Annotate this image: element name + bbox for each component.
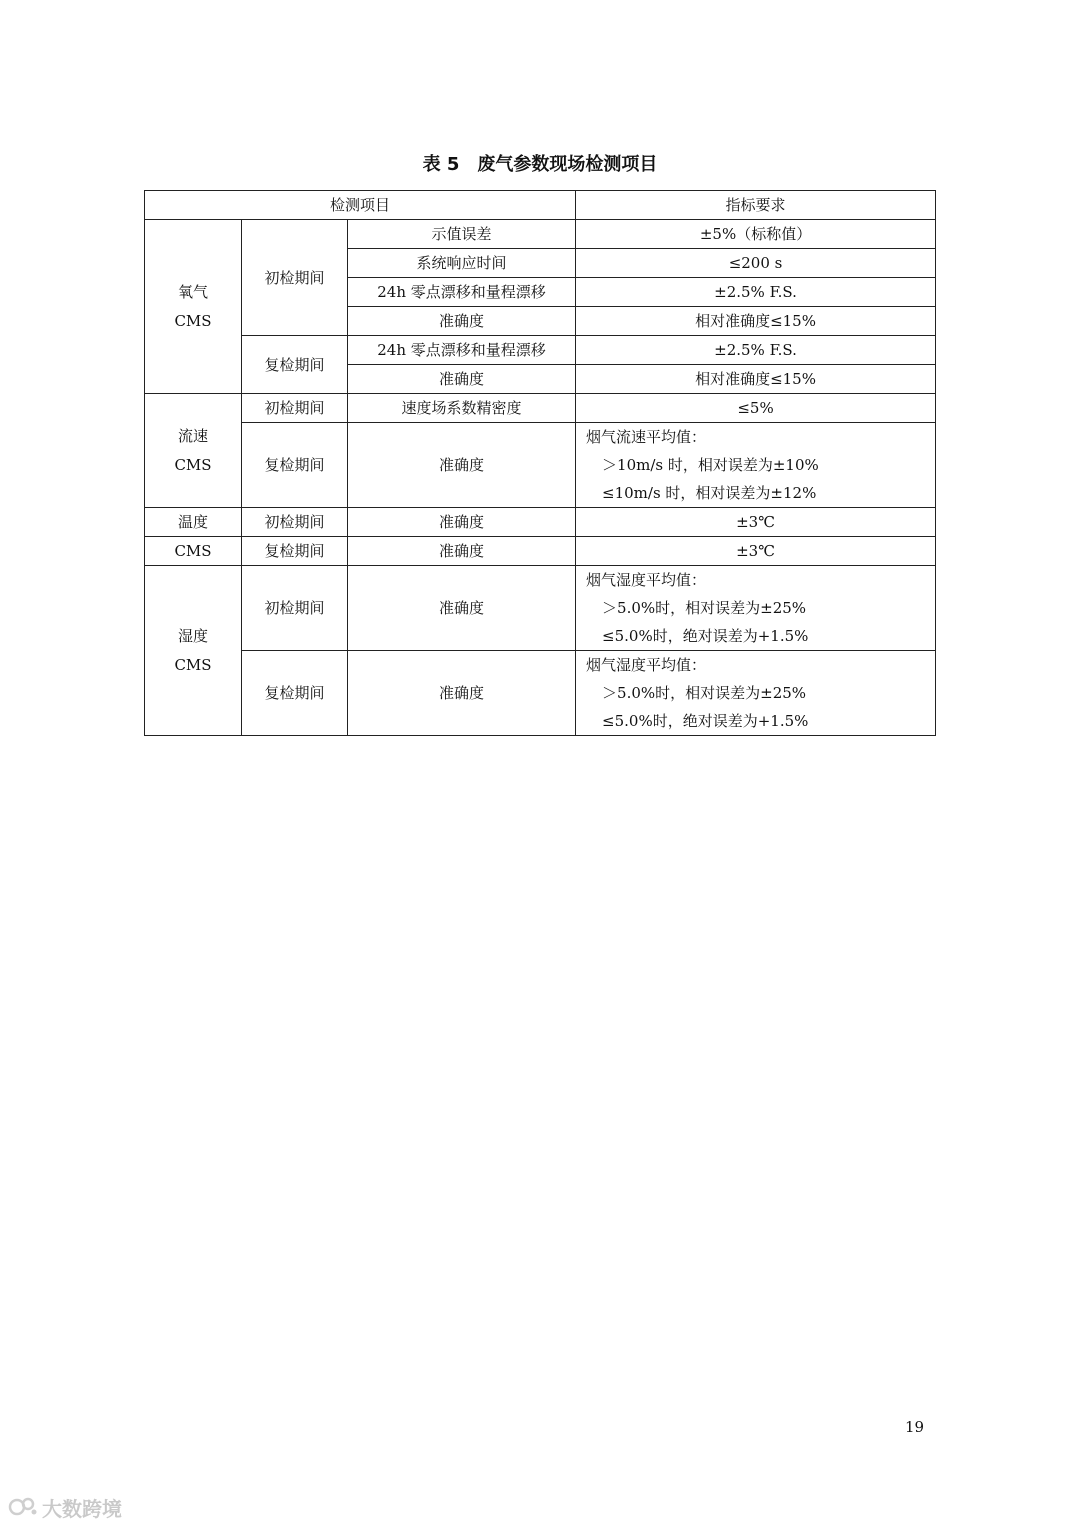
- table-header-row: [145, 191, 936, 220]
- header-requirement: 指标要求: [576, 191, 936, 220]
- req-line: ≤5.0%时，绝对误差为+1.5%: [602, 712, 809, 730]
- req-line: ≤10m/s 时，相对误差为±12%: [602, 484, 817, 502]
- table-title-text: 废气参数现场检测项目: [477, 154, 658, 175]
- period-recheck: 复检期间: [242, 651, 348, 736]
- item-cell: 准确度: [348, 365, 576, 394]
- req-cell: ±2.5% F.S.: [576, 278, 936, 307]
- req-cell: ±2.5% F.S.: [576, 336, 936, 365]
- table-title: [0, 150, 1080, 176]
- item-cell: 24h 零点漂移和量程漂移: [348, 336, 576, 365]
- period-recheck: 复检期间: [242, 336, 348, 394]
- group-name: 流速: [177, 426, 208, 445]
- req-cell: ±3℃: [576, 508, 936, 537]
- req-line: 烟气湿度平均值：: [586, 571, 707, 589]
- group-cms: CMS: [174, 455, 212, 474]
- req-line: 烟气湿度平均值：: [586, 656, 707, 674]
- req-line: 烟气流速平均值：: [586, 428, 707, 446]
- item-cell: 准确度: [348, 423, 576, 508]
- table-row: [145, 537, 936, 566]
- watermark-text: 大数跨境: [42, 1496, 122, 1521]
- period-initial: 初检期间: [242, 220, 348, 336]
- req-line: ＞5.0%时，相对误差为±25%: [602, 599, 807, 617]
- period-initial: 初检期间: [242, 566, 348, 651]
- period-recheck: 复检期间: [242, 537, 348, 566]
- req-cell: 相对准确度≤15%: [576, 365, 936, 394]
- spec-table: [144, 190, 936, 736]
- group-name: 氧气: [177, 282, 208, 301]
- item-cell: 24h 零点漂移和量程漂移: [348, 278, 576, 307]
- watermark-logo-icon: [8, 1495, 38, 1519]
- table-row: [145, 423, 936, 508]
- table-number: 表 5: [422, 154, 460, 175]
- item-cell: 准确度: [348, 508, 576, 537]
- group-name: 湿度: [177, 626, 208, 645]
- req-cell: ±5%（标称值）: [576, 220, 936, 249]
- req-line: ＞5.0%时，相对误差为±25%: [602, 684, 807, 702]
- period-initial: 初检期间: [242, 508, 348, 537]
- group-cms: CMS: [174, 311, 212, 330]
- req-cell: ≤200 s: [576, 249, 936, 278]
- req-cell: ≤5%: [576, 394, 936, 423]
- req-line: ≤5.0%时，绝对误差为+1.5%: [602, 627, 809, 645]
- req-line: ＞10m/s 时，相对误差为±10%: [602, 456, 819, 474]
- req-cell: 相对准确度≤15%: [576, 307, 936, 336]
- item-cell: 准确度: [348, 307, 576, 336]
- table-row: [145, 566, 936, 651]
- item-cell: 速度场系数精密度: [348, 394, 576, 423]
- watermark: [8, 1492, 122, 1522]
- group-flow: [145, 394, 242, 508]
- item-cell: 系统响应时间: [348, 249, 576, 278]
- period-recheck: 复检期间: [242, 423, 348, 508]
- group-temp-name: 温度: [145, 508, 242, 537]
- req-cell-multiline: [576, 651, 936, 736]
- header-item: 检测项目: [145, 191, 576, 220]
- table-row: [145, 220, 936, 249]
- req-cell-multiline: [576, 566, 936, 651]
- group-cms: CMS: [174, 655, 212, 674]
- item-cell: 准确度: [348, 537, 576, 566]
- item-cell: 示值误差: [348, 220, 576, 249]
- period-initial: 初检期间: [242, 394, 348, 423]
- item-cell: 准确度: [348, 651, 576, 736]
- page-number: 19: [905, 1418, 925, 1436]
- item-cell: 准确度: [348, 566, 576, 651]
- group-temp-cms: CMS: [145, 537, 242, 566]
- table-row: [145, 336, 936, 365]
- req-cell-multiline: [576, 423, 936, 508]
- group-humidity: [145, 566, 242, 736]
- table-row: [145, 394, 936, 423]
- table-row: [145, 651, 936, 736]
- group-oxygen: [145, 220, 242, 394]
- req-cell: ±3℃: [576, 537, 936, 566]
- table-row: [145, 508, 936, 537]
